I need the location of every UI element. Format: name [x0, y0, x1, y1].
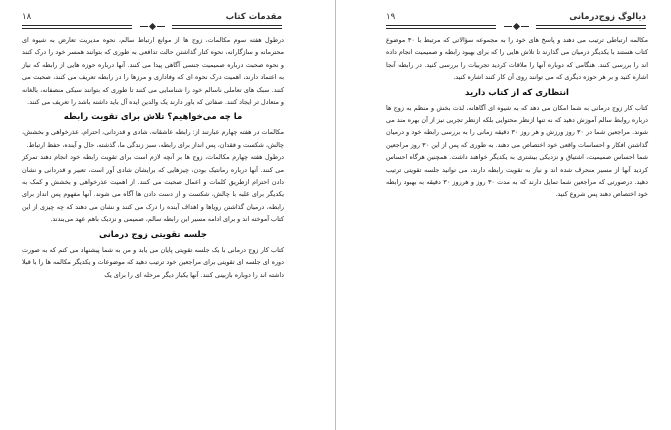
section-heading: ما چه می‌خواهیم؟ تلاش برای تقویت رابطه — [63, 112, 243, 123]
paragraph: کتاب کار زوج درمانی به شما امکان می دهد که به شیوه ای آگاهانه، لذت بخش و منظم به زوج ها درباره روابط سالم آموزش دهید که نه تنها ازنظر محتوایی بلکه ازنظر تجربی نیز از آن بهره مند می شوند. مراجعین شما در ۳۰ روز ورزش و هر روز ۳۰ دقیقه زمانی را به بررسی رابطه خود و درمیان گذاشتن افکار و احساسات واقعی خود اختصاص می دهند. به طوری که پس از این ۳۰ روز مراجعین شما احساس صمیمیت، اشتیاق و نزدیکی بیشتری به یکدیگر خواهند داشت. همچنین هرگاه احساس کردید آنها از مسیر منحرف شده اند و نیاز به تقویت رابطه دارند، می توانید جلسه تقویتی ترتیب دهید. درصورتی که مراجعین شما تمایل دارند که به مدت ۳۰ روز و هرروز ۳۰ دقیقه به بهبود رابطه خود اختصاص دهند پس شروع کنید. — [386, 103, 648, 199]
header-ornament-icon — [496, 21, 536, 31]
page-number: ۱۹ — [386, 12, 396, 22]
running-title: دیالوگ زوج‌درمانی — [569, 12, 646, 22]
paragraph: مکالمات در هفته چهارم عبارتند از: رابطه عاشقانه، شادی و قدردانی، احترام، عذرخواهی و بخشش، چالش، شکست و فقدان، پس انداز برای رابطه، سبز زندگی ما، گذشته، حال و آینده، حفظ ارتباط. — [22, 128, 284, 149]
page-body — [22, 34, 284, 281]
paragraph: کتاب کار زوج درمانی با یک جلسه تقویتی پایان می یابد و من به شما پیشنهاد می کنم که به صورت دوره ای جلسه ای تقویتی برای مراجعین خود ترتیب دهید که موضوعات و یکدیگر مکالمه ها را با قبلا داشته اند را دوباره بازبینی کنند. آنها یکبار دیگر مرحله ای را برای یک — [22, 245, 284, 279]
header-ornament-icon — [132, 21, 172, 31]
right-page — [336, 0, 671, 430]
section-heading: انتظاری که از کتاب دارید — [465, 87, 569, 98]
left-page — [0, 0, 335, 430]
page-number: ۱۸ — [22, 12, 32, 22]
page-body — [386, 34, 648, 201]
section-heading: جلسه تقویتی زوج درمانی — [99, 229, 207, 240]
running-title: مقدمات کتاب — [225, 12, 282, 22]
paragraph: درطول هفته چهارم مکالمات، زوج ها بر آنچه لازم است برای تقویت رابطه خود انجام دهند تمرکز می کنند. آنها درباره رمانتیک بودن، چیزهایی که برایشان شادی آور است، تعبیر و قدردانی و نشان دادن احترام ازطریق کلمات و اعمال صحبت می کنند. از اهمیت عذرخواهی و بخشش و کمک به یکدیگر برای غلبه با چالش، شکست و از دست دادن ها آگاه می شوند. آنها مفهوم پس انداز برای رابطه، درمیان گذاشتن رویاها و اهداف آینده را درک می کنند و نشان می دهند که چه چیزی از این کتاب آموخته اند و برای ادامه مسیر این رابطه سالم، صمیمی و نزدیک باهم عهد می‌بندند. — [22, 153, 284, 224]
paragraph: مکالمه ارتباطی ترتیب می دهند و پاسخ های خود را به مجموعه سؤالاتی که مرتبط با ۳۰ موضوع کتاب هستند با یکدیگر درمیان می گذارند تا تلاش هایی را که برای بهبود رابطه و صمیمیت انجام داده اند را بررسی کنند. هنگامی که دوباره آنها را ملاقات کردید تجربیات را بررسی کنید. در رابطه آنجا اشاره کنید و بر هر حوزه دیگری که می توانند روی آن کار کنند اشاره کنید. — [386, 36, 648, 82]
paragraph: درطول هفته سوم مکالمات، زوج ها از موانع ارتباط سالم، نحوه مدیریت تعارض به شیوه ای محترمانه و سازگارانه، نحوه کنار گذاشتن حالت تدافعی به طوری که بتوانند همسر خود را درک کنند و نحوه صحبت درباره صمیمیت جنسی آگاهی پیدا می کنند. آنها درباره حوزه هایی از رابطه که نیاز به اعتماد دارند، اهمیت درک نحوه ای که وفاداری و مرزها را در رابطه تعریف می کنند، صحبت می کنند. سبک های تعاملی ناسالم خود را شناسایی می کنند تا طوری که بتوانند سبکی منصفانه، بالغانه و متعادل تر ایجاد کنند. صفاتی که باور دارند یک والدین ایده آل باید داشته باشد را تعریف می کنند. — [22, 36, 284, 107]
